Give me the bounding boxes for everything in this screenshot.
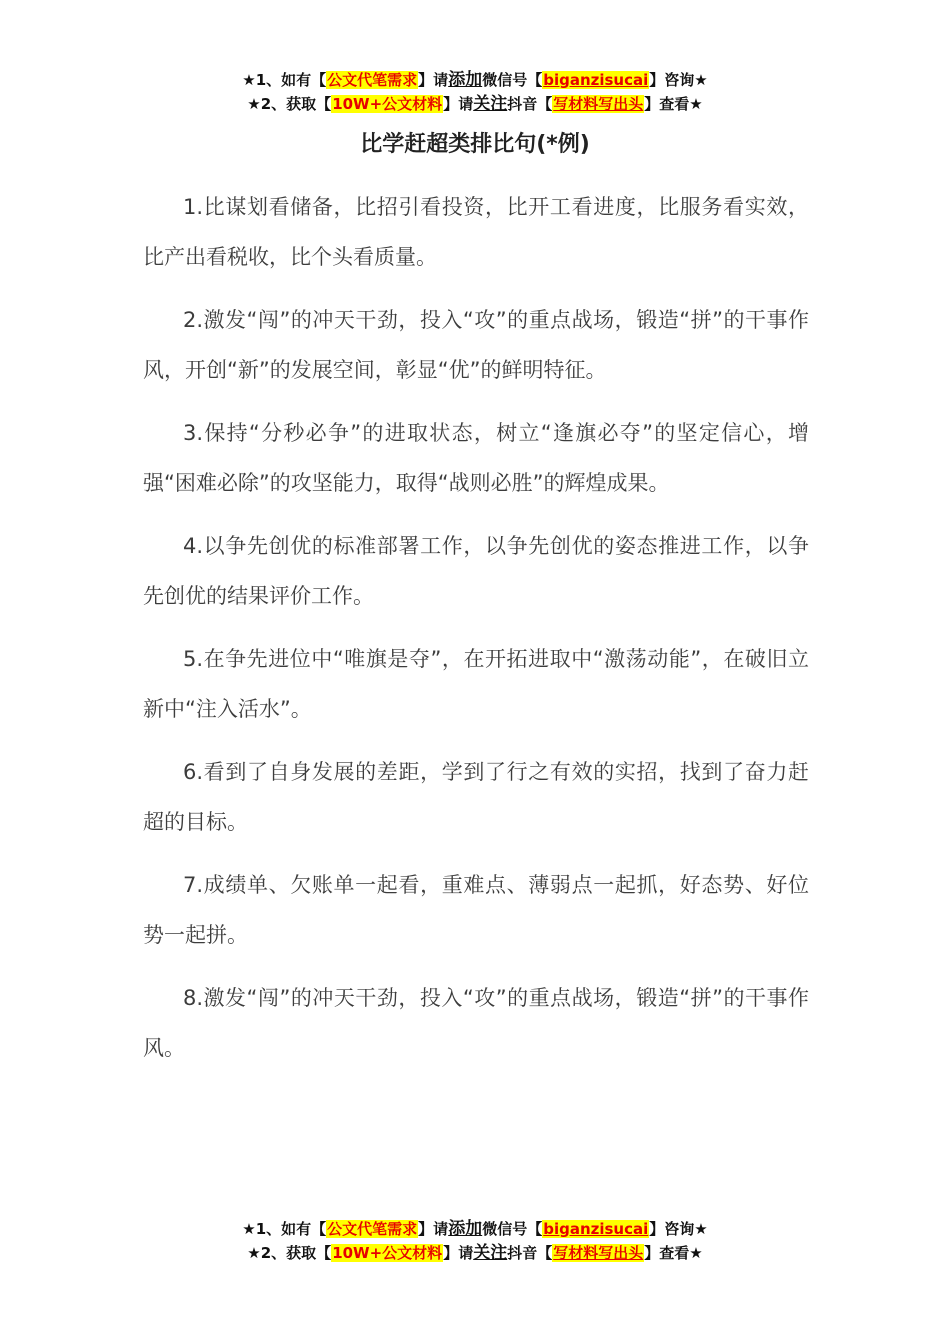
paragraph-3: 3.保持“分秒必争”的进取状态，树立“逢旗必夺”的坚定信心，增强“困难必除”的攻坚能力，取得“战则必胜”的辉煌成果。 [143,421,809,495]
document-body [143,182,809,1086]
promo-highlight-douyin: 写材料写出头 [553,95,644,113]
paragraph-6: 6.看到了自身发展的差距，学到了行之有效的实招，找到了奋力赶超的目标。 [143,760,809,834]
paragraph-2: 2.激发“闯”的冲天干劲，投入“攻”的重点战场，锻造“拼”的干事作风，开创“新”的发展空间，彰显“优”的鲜明特征。 [143,308,809,382]
paragraph-5: 5.在争先进位中“唯旗是夺”，在开拓进取中“激荡动能”，在破旧立新中“注入活水”。 [143,647,809,721]
paragraph-4: 4.以争先创优的标准部署工作，以争先创优的姿态推进工作，以争先创优的结果评价工作。 [143,534,809,608]
promo-highlight-wechat-id: biganzisucai [543,71,649,89]
paragraph-7: 7.成绩单、欠账单一起看，重难点、薄弱点一起抓，好态势、好位势一起拼。 [143,873,809,947]
promo-highlight-service: 公文代笔需求 [327,1220,418,1238]
paragraph-8: 8.激发“闯”的冲天干劲，投入“攻”的重点战场，锻造“拼”的干事作风。 [143,986,809,1060]
promo-line-1: ★1、如有【公文代笔需求】请添加微信号【biganzisucai】咨询★ [242,1219,708,1239]
promo-highlight-materials: 10W+公文材料 [332,1244,443,1262]
promo-highlight-douyin: 写材料写出头 [553,1244,644,1262]
promo-highlight-materials: 10W+公文材料 [332,95,443,113]
promo-highlight-service: 公文代笔需求 [327,71,418,89]
promo-highlight-wechat-id: biganzisucai [543,1220,649,1238]
promo-line-2: ★2、获取【10W+公文材料】请关注抖音【写材料写出头】查看★ [247,94,703,114]
document-title: 比学赶超类排比句(*例) [360,132,590,157]
promo-line-2: ★2、获取【10W+公文材料】请关注抖音【写材料写出头】查看★ [247,1243,703,1263]
paragraph-1: 1.比谋划看储备，比招引看投资，比开工看进度，比服务看实效，比产出看税收，比个头看质量。 [143,195,809,269]
header-promo-banner [0,68,950,116]
footer-promo-banner [0,1217,950,1265]
promo-line-1: ★1、如有【公文代笔需求】请添加微信号【biganzisucai】咨询★ [242,70,708,90]
